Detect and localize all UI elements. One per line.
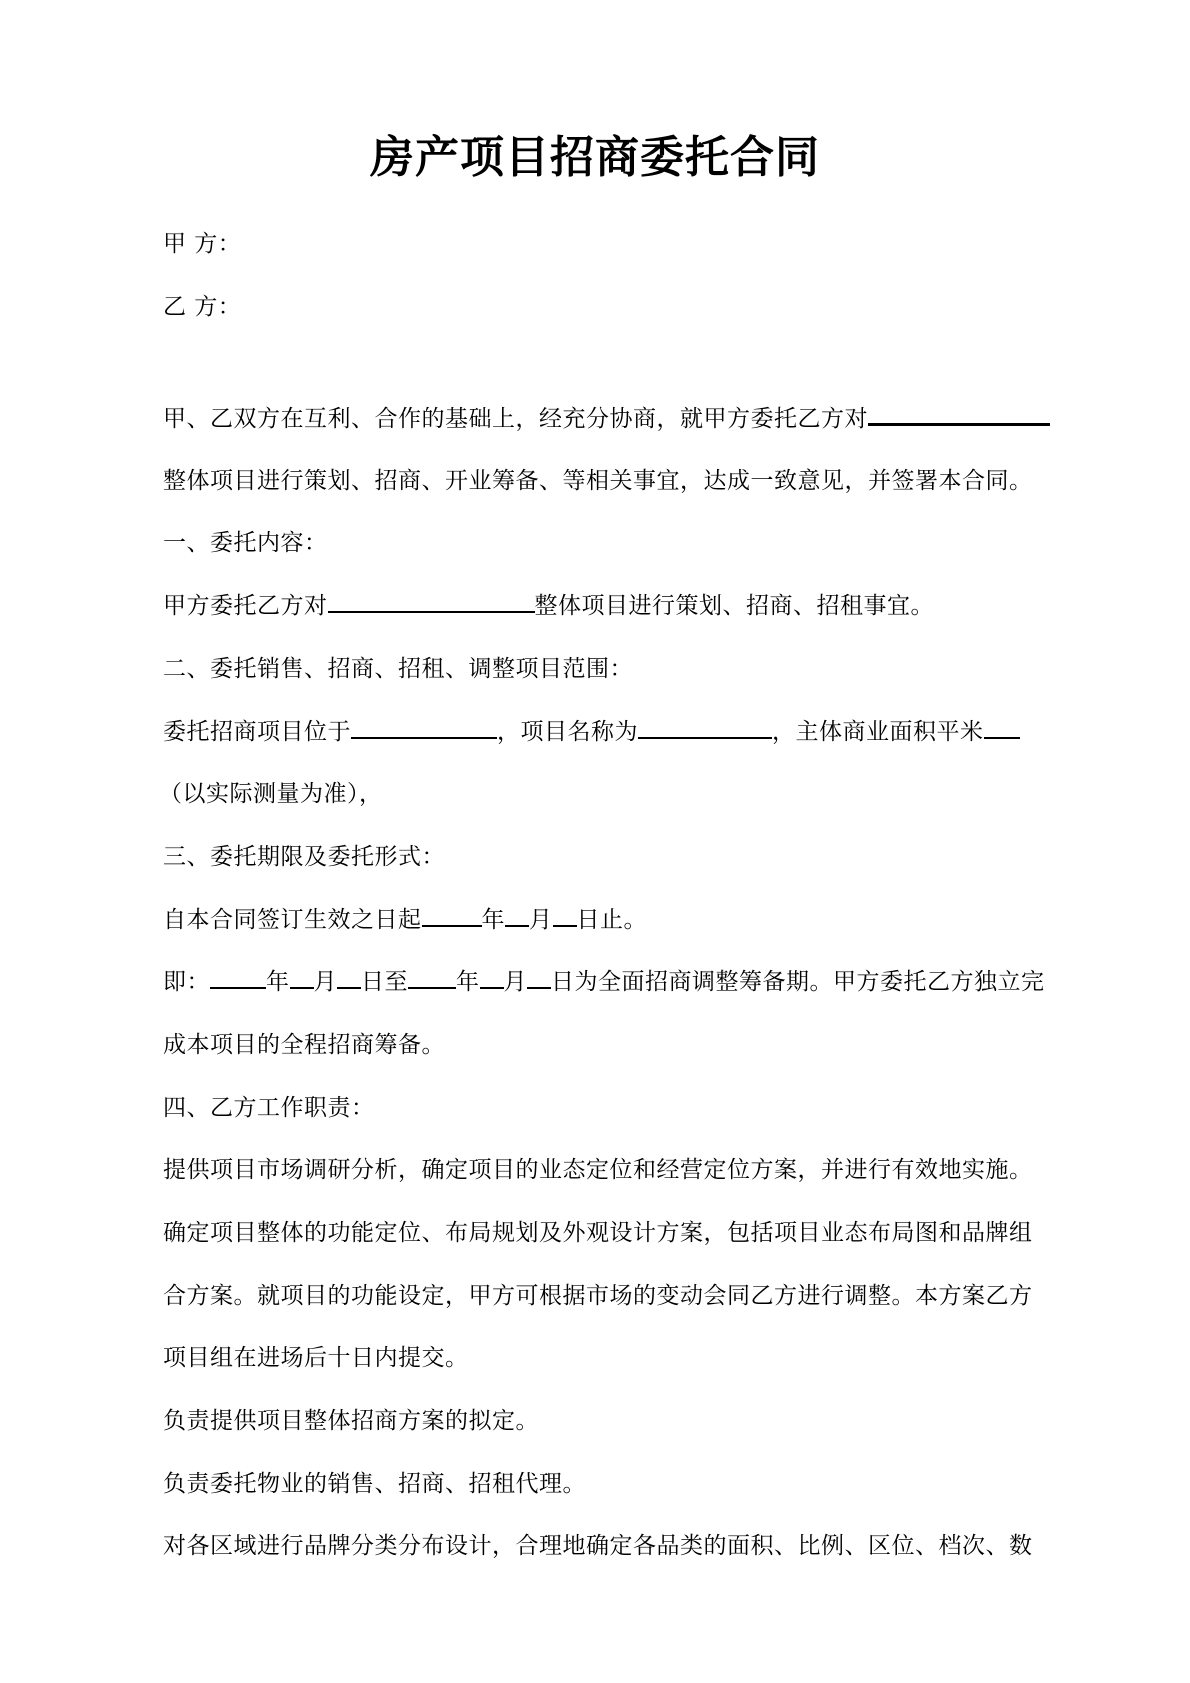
period-end-day-label: 日 xyxy=(551,969,575,995)
intro-line-2: 整体项目进行策划、招商、开业筹备、等相关事宜，达成一致意见，并签署本合同。 xyxy=(163,468,1033,494)
duty-1: 提供项目市场调研分析，确定项目的业态定位和经营定位方案，并进行有效地实施。 xyxy=(163,1157,1033,1183)
period-start-year-label: 年 xyxy=(266,969,290,995)
section-1-text-a: 甲方委托乙方对 xyxy=(163,593,328,619)
section-3-heading: 三、委托期限及委托形式： xyxy=(163,844,445,870)
section-2-note: （以实际测量为准）， xyxy=(159,781,383,807)
period-prefix: 即： xyxy=(163,969,210,995)
period-end-year-blank xyxy=(408,965,456,989)
period-start-month-blank xyxy=(290,965,314,989)
period-suffix-text: 为全面招商调整筹备期。甲方委托乙方独立完 xyxy=(574,969,1045,995)
duty-4: 负责委托物业的销售、招商、招租代理。 xyxy=(163,1471,586,1497)
term-year-label: 年 xyxy=(481,907,505,933)
section-2-text-a: 委托招商项目位于 xyxy=(163,719,351,745)
period-start-year-blank xyxy=(210,965,266,989)
duty-2-line-2: 合方案。就项目的功能设定，甲方可根据市场的变动会同乙方进行调整。本方案乙方 xyxy=(163,1283,1033,1309)
period-end-day-blank xyxy=(527,965,551,989)
period-line-2: 成本项目的全程招商筹备。 xyxy=(163,1032,445,1058)
period-end-month-blank xyxy=(480,965,504,989)
intro-text-1: 甲、乙双方在互利、合作的基础上，经充分协商，就甲方委托乙方对 xyxy=(163,406,868,432)
term-day-blank xyxy=(553,903,577,927)
section-2-text-c: ，主体商业面积平米 xyxy=(772,719,984,745)
section-2-text-b: ，项目名称为 xyxy=(497,719,638,745)
term-text-a: 自本合同签订生效之日起 xyxy=(163,907,422,933)
project-title-blank xyxy=(638,715,772,739)
term-year-blank xyxy=(422,903,482,927)
location-blank xyxy=(351,715,497,739)
period-to-text: 至 xyxy=(384,969,408,995)
term-until-text: 止。 xyxy=(600,907,647,933)
duty-5: 对各区域进行品牌分类分布设计，合理地确定各品类的面积、比例、区位、档次、数 xyxy=(163,1533,1033,1559)
period-end-month-label: 月 xyxy=(503,969,527,995)
document-title: 房产项目招商委托合同 xyxy=(370,132,820,183)
party-a-label: 甲 方： xyxy=(163,231,242,257)
duty-2-line-3: 项目组在进场后十日内提交。 xyxy=(163,1345,469,1371)
area-blank xyxy=(984,715,1020,739)
period-end-year-label: 年 xyxy=(456,969,480,995)
term-day-label: 日 xyxy=(576,907,600,933)
duty-2-line-1: 确定项目整体的功能定位、布局规划及外观设计方案，包括项目业态布局图和品牌组 xyxy=(163,1220,1033,1246)
section-1-heading: 一、委托内容： xyxy=(163,530,328,556)
project-name-blank xyxy=(868,401,1050,426)
period-start-day-blank xyxy=(337,965,361,989)
term-month-blank xyxy=(505,903,529,927)
party-b-label: 乙 方： xyxy=(163,294,242,320)
intro-line-1 xyxy=(163,401,1050,436)
duty-3: 负责提供项目整体招商方案的拟定。 xyxy=(163,1408,539,1434)
period-start-month-label: 月 xyxy=(313,969,337,995)
section-2-heading: 二、委托销售、招商、招租、调整项目范围： xyxy=(163,656,633,682)
section-1-line xyxy=(163,589,934,623)
entrusted-project-blank xyxy=(328,589,535,613)
section-1-text-b: 整体项目进行策划、招商、招租事宜。 xyxy=(534,593,934,619)
term-month-label: 月 xyxy=(529,907,553,933)
period-start-day-label: 日 xyxy=(361,969,385,995)
period-line-1 xyxy=(163,965,1045,999)
section-2-line xyxy=(163,715,1020,749)
section-4-heading: 四、乙方工作职责： xyxy=(163,1095,375,1121)
term-line xyxy=(163,903,647,937)
